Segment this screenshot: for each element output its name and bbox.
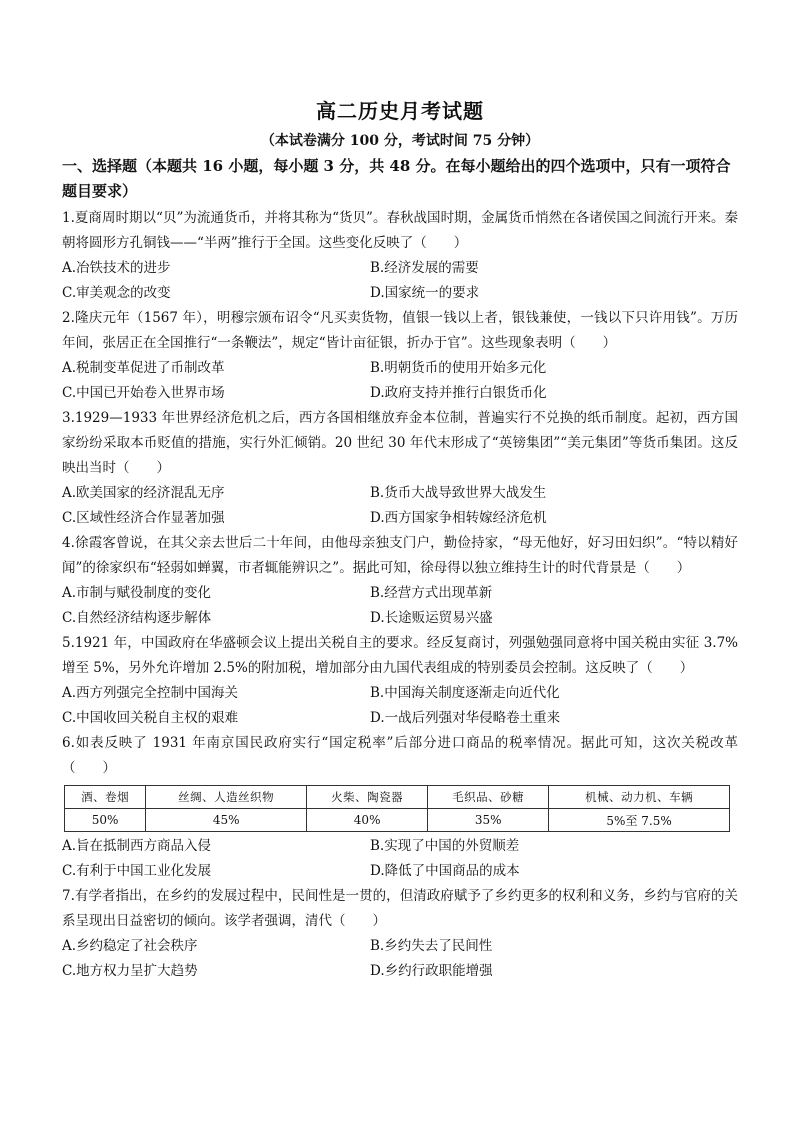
option-b: B.乡约失去了民间性 [370,938,493,954]
option-a: A.冶铁技术的进步 [62,260,171,276]
table-cell: 50% [65,809,146,832]
option-d: D.降低了中国商品的成本 [370,863,520,879]
option-d: D.乡约行政职能增强 [370,963,493,979]
question-6 [62,731,738,884]
options [62,934,738,984]
option-a: A.旨在抵制西方商品入侵 [62,838,212,854]
exam-info: （本试卷满分 100 分，考试时间 75 分钟） [260,133,540,149]
option-a: A.西方列强完全控制中国海关 [62,685,239,701]
table-header-cell: 机械、动力机、车辆 [549,786,730,809]
option-d: D.一战后列强对华侵略卷土重来 [370,710,561,726]
options [62,834,738,884]
option-d: D.西方国家争相转嫁经济危机 [370,510,547,526]
question-stem: 4.徐霞客曾说，在其父亲去世后二十年间，由他母亲独支门户，勤俭持家，“母无他好，好习田妇织”。“特以精好闻”的徐家织布“轻弱如蝉翼，市者辄能辨识之”。据此可知，徐母得以独立维持生计的时代背景是（ ） [62,535,738,576]
option-a: A.乡约稳定了社会秩序 [62,938,198,954]
table-header-row [65,786,730,809]
option-b: B.经营方式出现革新 [370,585,493,601]
option-a: A.市制与赋役制度的变化 [62,585,212,601]
option-a: A.税制变革促进了币制改革 [62,360,225,376]
table-header-cell: 酒、卷烟 [65,786,146,809]
table-header-cell: 丝绸、人造丝织物 [146,786,307,809]
exam-page [62,96,738,984]
question-stem: 6.如表反映了 1931 年南京国民政府实行“国定税率”后部分进口商品的税率情况。据此可知，这次关税改革（ ） [62,735,738,776]
option-b: B.货币大战导致世界大战发生 [370,485,547,501]
option-b: B.实现了中国的外贸顺差 [370,838,520,854]
question-stem: 5.1921 年，中国政府在华盛顿会议上提出关税自主的要求。经反复商讨，列强勉强同意将中国关税由实征 3.7%增至 5%，另外允许增加 2.5%的附加税，增加部分由九国代表组成的特别委员会控制。这反映了（ ） [62,635,738,676]
option-d: D.政府支持并推行白银货币化 [370,385,547,401]
option-a: A.欧美国家的经济混乱无序 [62,485,225,501]
question-4 [62,531,738,631]
options [62,581,738,631]
question-stem: 1.夏商周时期以“贝”为流通货币，并将其称为“货贝”。春秋战国时期，金属货币悄然在各诸侯国之间流行开来。秦朝将圆形方孔铜钱——“半两”推行于全国。这些变化反映了（ ） [62,210,738,251]
options [62,256,738,306]
table-row [65,809,730,832]
options [62,481,738,531]
question-5 [62,631,738,731]
options [62,681,738,731]
table-header-cell: 毛织品、砂糖 [428,786,549,809]
option-c: C.中国已开始卷入世界市场 [62,385,225,401]
table-cell: 40% [307,809,428,832]
table-cell: 45% [146,809,307,832]
option-c: C.审美观念的改变 [62,285,171,301]
option-b: B.中国海关制度逐渐走向近代化 [370,685,560,701]
option-c: C.区域性经济合作显著加强 [62,510,225,526]
option-d: D.长途贩运贸易兴盛 [370,610,493,626]
option-c: C.有利于中国工业化发展 [62,863,212,879]
question-3 [62,406,738,531]
option-c: C.中国收回关税自主权的艰难 [62,710,239,726]
table-header-cell: 火柴、陶瓷器 [307,786,428,809]
option-b: B.经济发展的需要 [370,260,479,276]
option-b: B.明朝货币的使用开始多元化 [370,360,547,376]
question-stem: 2.隆庆元年（1567 年），明穆宗颁布诏令“凡买卖货物，值银一钱以上者，银钱兼使，一钱以下只许用钱”。万历年间，张居正在全国推行“一条鞭法”，规定“皆计亩征银，折办于官”。这些现象表明（ ） [62,310,738,351]
question-stem: 7.有学者指出，在乡约的发展过程中，民间性是一贯的，但清政府赋予了乡约更多的权利和义务，乡约与官府的关系呈现出日益密切的倾向。该学者强调，清代（ ） [62,888,738,929]
question-7 [62,884,738,984]
section-heading: 一、选择题（本题共 16 小题，每小题 3 分，共 48 分。在每小题给出的四个选项中，只有一项符合题目要求） [62,157,731,200]
page-title: 高二历史月考试题 [316,99,484,123]
option-c: C.地方权力呈扩大趋势 [62,963,198,979]
question-2 [62,306,738,406]
question-1 [62,206,738,306]
table-cell: 5%至 7.5% [549,809,730,832]
options [62,356,738,406]
question-stem: 3.1929—1933 年世界经济危机之后，西方各国相继放弃金本位制，普遍实行不兑换的纸币制度。起初，西方国家纷纷采取本币贬值的措施，实行外汇倾销。20 世纪 30 年代末形成了“英镑集团”“美元集团”等货币集团。这反映出当时（ ） [62,410,738,476]
option-c: C.自然经济结构逐步解体 [62,610,212,626]
option-d: D.国家统一的要求 [370,285,480,301]
tariff-table [64,785,730,832]
table-cell: 35% [428,809,549,832]
